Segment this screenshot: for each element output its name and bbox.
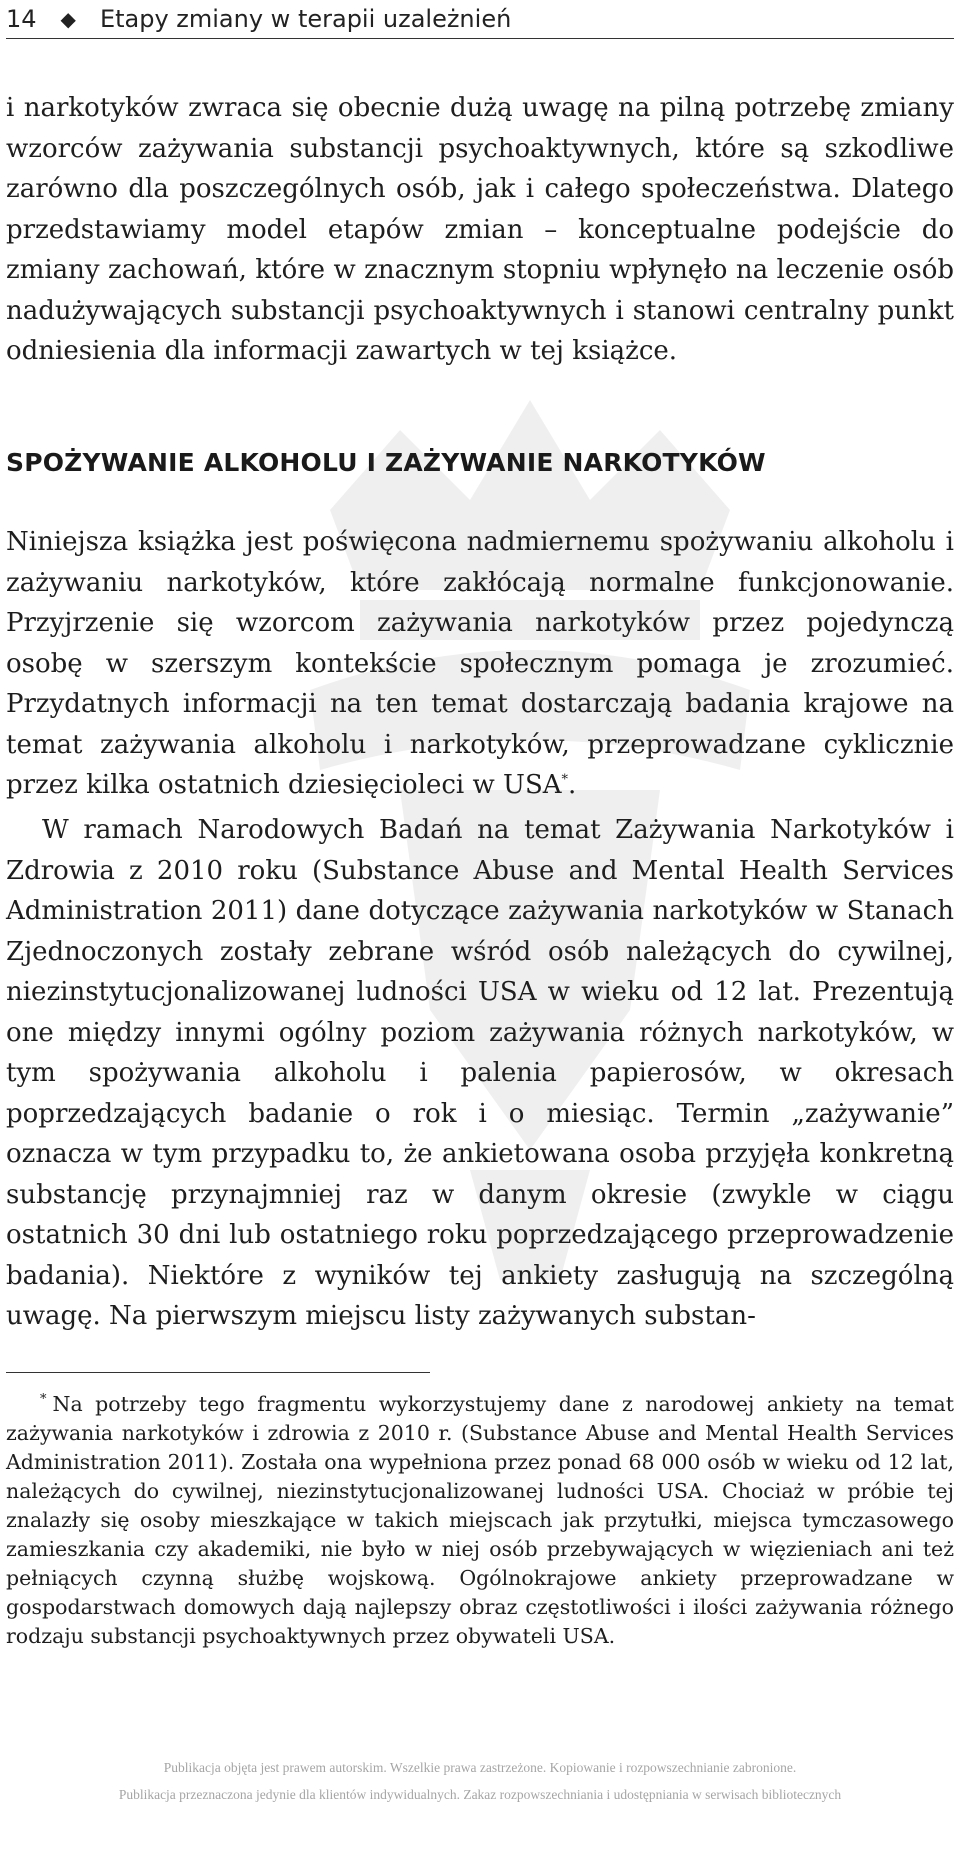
section-paragraph-2: W ramach Narodowych Badań na temat Zażywania Narkotyków i Zdrowia z 2010 roku (Substance Abuse and Mental Health Services Administration 2011) dane dotyczące zażywania narkotyków w Stanach Zjednoczonych zostały zebrane wśród osób należących do cywilnej, niezinstytucjonalizowanej ludności USA w wieku od 12 lat. Prezentują one między innymi ogólny poziom zażywania różnych narkotyków, w tym spożywania alkoholu i palenia papierosów, w okresach poprzedzających badanie o rok i o miesiąc. Termin „zażywanie” oznacza w tym przypadku to, że ankietowana osoba przyjęła konkretną substancję przynajmniej raz w danym okresie (zwykle w ciągu ostatnich 30 dni lub ostatniego roku poprzedzającego przeprowadzenie badania). Niektóre z wyników tej ankiety zasługują na szczególną uwagę. Na pierwszym miejscu listy zażywanych substan- [6,815,954,1331]
footnote-text: Na potrzeby tego fragmentu wykorzystujemy dane z narodowej ankiety na temat zażywania narkotyków i zdrowia z 2010 r. (Substance Abuse and Mental Health Services Administration 2011). Została ona wypełniona przez ponad 68 000 osób w wieku od 12 lat, należących do cywilnej, niezinstytucjonalizowanej ludności USA. Chociaż w próbie tej znalazły się osoby mieszkające w takich miejscach jak przytułki, miejsca tymczasowego zamieszkania czy akademiki, nie było w niej osób przebywających w więzieniach ani też pełniących czynną służbę wojskową. Ogólnokrajowe ankiety przeprowadzane w gospodarstwach domowych dają najlepszy obraz częstotliwości i ilości zażywania różnego rodzaju substancji psychoaktywnych przez obywateli USA. [6,1392,954,1648]
footnote-divider [6,1372,430,1373]
running-title: Etapy zmiany w terapii uzależnień [99,5,512,33]
diamond-icon: ◆ [60,7,76,31]
section-paragraph-1-text: Niniejsza książka jest poświęcona nadmiernemu spożywaniu alkoholu i zażywaniu narkotyków, które zakłócają normalne funkcjonowanie. Przyjrzenie się wzorcom zażywania narkotyków przez pojedynczą osobę w szerszym kontekście społecznym pomaga je zrozumieć. Przydatnych informacji na ten temat dostarczają badania krajowe na temat zażywania alkoholu i narkotyków, przeprowadzane cyklicznie przez kilka ostatnich dziesięcioleci w USA [6,527,954,800]
footnote-mark: * [40,1392,47,1408]
section-heading: SPOŻYWANIE ALKOHOLU I ZAŻYWANIE NARKOTYKÓW [6,448,766,477]
intro-paragraph: i narkotyków zwraca się obecnie dużą uwagę na pilną potrzebę zmiany wzorców zażywania substancji psychoaktywnych, które są szkodliwe zarówno dla poszczególnych osób, jak i całego społeczeństwa. Dlatego przedstawiamy model etapów zmian – konceptualne podejście do zmiany zachowań, które w znacznym stopniu wpłynęło na leczenie osób nadużywających substancji psychoaktywnych i stanowi centralny punkt odniesienia dla informacji zawartych w tej książce. [6,93,954,366]
copyright-notice-line-2: Publikacja przeznaczona jedynie dla klientów indywidualnych. Zakaz rozpowszechniania i udostępniania w serwisach bibliotecznych [118,1787,842,1802]
footnote [6,1390,954,1651]
running-header [6,0,954,39]
section-paragraph-1 [6,522,954,806]
copyright-notice-line-1: Publikacja objęta jest prawem autorskim. Wszelkie prawa zastrzeżone. Kopiowanie i rozpowszechnianie zabronione. [163,1760,797,1775]
footnote-reference[interactable]: * [561,772,569,788]
page-number: 14 [6,5,37,33]
section-paragraph-1-end: . [568,770,577,800]
